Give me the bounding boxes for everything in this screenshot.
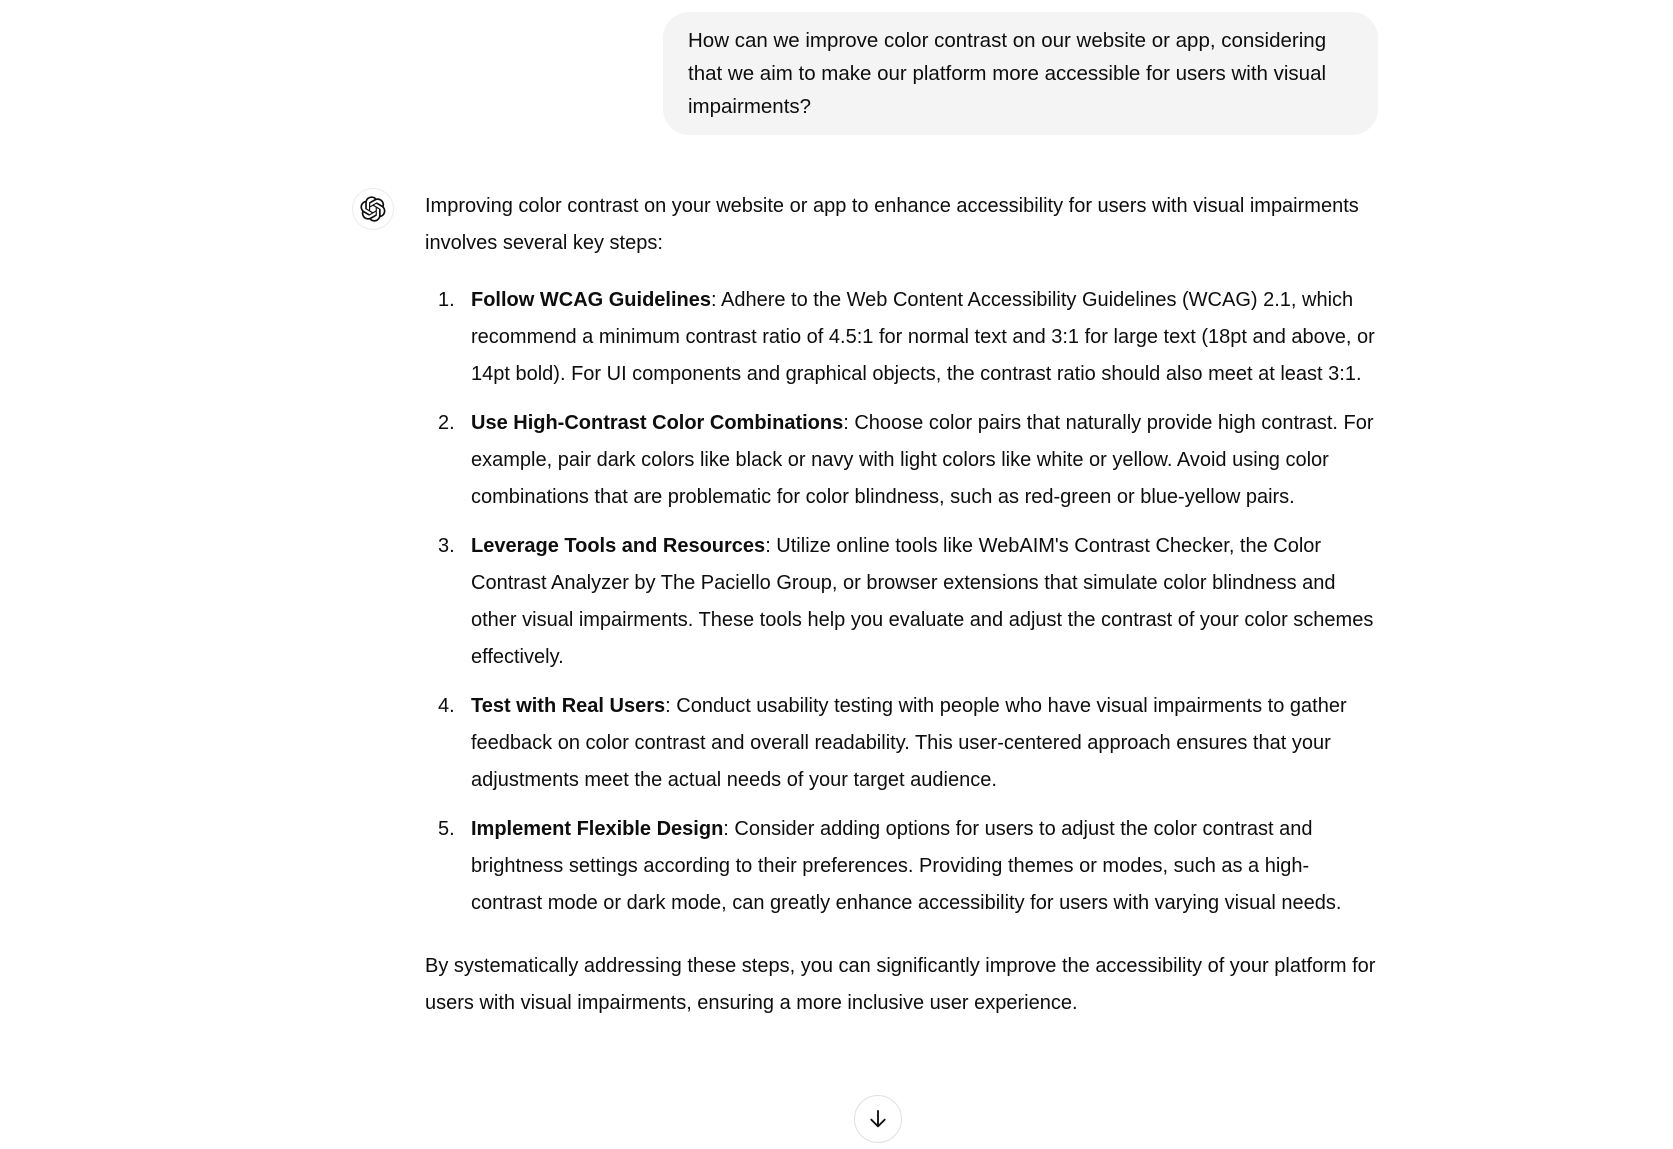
assistant-intro-text: Improving color contrast on your website or app to enhance accessibility for users with visual impairments involves several key steps: <box>425 195 1359 254</box>
list-item-text <box>471 811 1378 922</box>
assistant-message-row <box>352 188 1378 1022</box>
user-message-text: How can we improve color contrast on our website or app, considering that we aim to make our platform more accessible for users with visual impairments? <box>688 29 1327 118</box>
list-item-body: : Utilize online tools like WebAIM's Contrast Checker, the Color Contrast Analyzer by The Paciello Group, or browser extensions that simulate color blindness and other visual impairments. These tools help you evaluate and adjust the contrast of your color schemes effectively. <box>471 535 1374 668</box>
list-item-body: : Choose color pairs that naturally provide high contrast. For example, pair dark colors like black or navy with light colors like white or yellow. Avoid using color combinations that are problematic for color blindness, such as red-green or blue-yellow pairs. <box>471 412 1374 508</box>
list-item-body: : Consider adding options for users to adjust the color contrast and brightness settings according to their preferences. Providing themes or modes, such as a high-contrast mode or dark mode, can greatly enhance accessibility for users with varying visual needs. <box>471 818 1342 914</box>
list-item <box>425 688 1378 799</box>
list-item-body: : Conduct usability testing with people who have visual impairments to gather feedback on color contrast and overall readability. This user-centered approach ensures that your adjustments meet the actual needs of your target audience. <box>471 695 1347 791</box>
list-item-number: 5. <box>438 818 455 840</box>
scroll-to-bottom-button[interactable] <box>854 1095 902 1143</box>
user-message-row <box>352 12 1378 135</box>
list-item-number: 1. <box>438 289 455 311</box>
assistant-message-content <box>425 188 1378 1022</box>
list-item-number: 3. <box>438 535 455 557</box>
conversation-column <box>352 12 1378 1022</box>
list-item-text <box>471 528 1378 676</box>
list-item-text <box>471 688 1378 799</box>
openai-logo-icon <box>360 196 386 222</box>
list-item-number: 2. <box>438 412 455 434</box>
list-item-text <box>471 282 1378 393</box>
list-item-body: : Adhere to the Web Content Accessibility Guidelines (WCAG) 2.1, which recommend a minimum contrast ratio of 4.5:1 for normal text and 3:1 for large text (18pt and above, or 14pt bold). For UI components and graphical objects, the contrast ratio should also meet at least 3:1. <box>471 289 1375 385</box>
list-item <box>425 811 1378 922</box>
arrow-down-icon <box>865 1106 891 1132</box>
list-item-title: Use High-Contrast Color Combinations <box>471 412 844 434</box>
list-item-title: Follow WCAG Guidelines <box>471 289 711 311</box>
list-item <box>425 528 1378 676</box>
list-item <box>425 405 1378 516</box>
list-item-title: Test with Real Users <box>471 695 666 717</box>
assistant-avatar <box>352 188 394 230</box>
list-item <box>425 282 1378 393</box>
steps-list <box>425 282 1378 922</box>
list-item-text <box>471 405 1378 516</box>
list-item-title: Leverage Tools and Resources <box>471 535 766 557</box>
assistant-conclusion-text: By systematically addressing these steps, you can significantly improve the accessibility of your platform for users with visual impairments, ensuring a more inclusive user experience. <box>425 955 1376 1014</box>
list-item-number: 4. <box>438 695 455 717</box>
list-item-title: Implement Flexible Design <box>471 818 724 840</box>
user-message-bubble <box>663 12 1378 135</box>
